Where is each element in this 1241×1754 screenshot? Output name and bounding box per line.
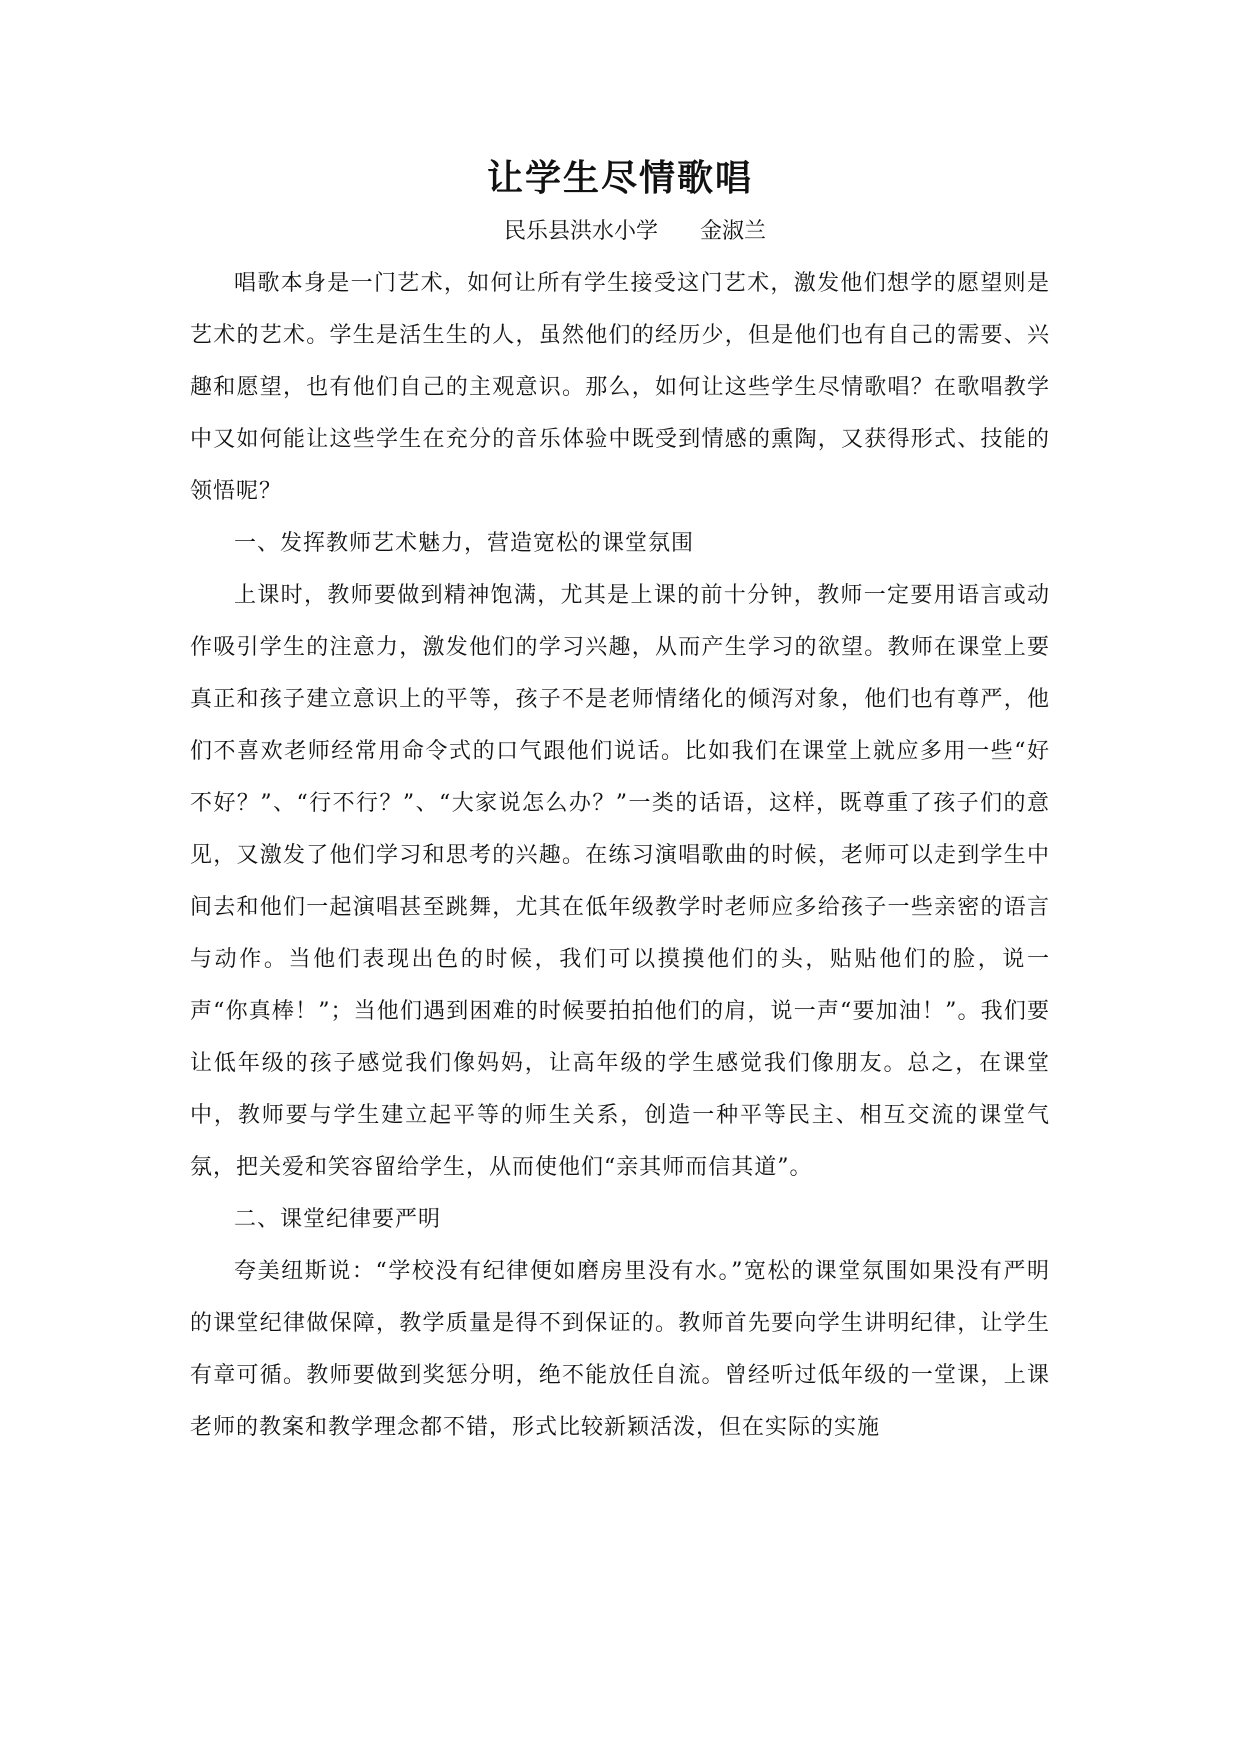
section-1-paragraph: 上课时，教师要做到精神饱满，尤其是上课的前十分钟，教师一定要用语言或动作吸引学生的注意力，激发他们的学习兴趣，从而产生学习的欲望。教师在课堂上要真正和孩子建立意识上的平等，孩子不是老师情绪化的倾泻对象，他们也有尊严，他们不喜欢老师经常用命令式的口气跟他们说话。比如我们在课堂上就应多用一些“好不好？”、“行不行？”、“大家说怎么办？”一类的话语，这样，既尊重了孩子们的意见，又激发了他们学习和思考的兴趣。在练习演唱歌曲的时候，老师可以走到学生中间去和他们一起演唱甚至跳舞，尤其在低年级教学时老师应多给孩子一些亲密的语言与动作。当他们表现出色的时候，我们可以摸摸他们的头，贴贴他们的脸，说一声“你真棒！”；当他们遇到困难的时候要拍拍他们的肩，说一声“要加油！”。我们要让低年级的孩子感觉我们像妈妈，让高年级的学生感觉我们像朋友。总之，在课堂中，教师要与学生建立起平等的师生关系，创造一种平等民主、相互交流的课堂气氛，把关爱和笑容留给学生，从而使他们“亲其师而信其道”。: [190, 583, 1050, 1180]
author-name: 金淑兰: [700, 219, 767, 244]
section-2-paragraph: 夸美纽斯说：“学校没有纪律便如磨房里没有水。”宽松的课堂氛围如果没有严明的课堂纪律做保障，教学质量是得不到保证的。教师首先要向学生讲明纪律，让学生有章可循。教师要做到奖惩分明，绝不能放任自流。曾经听过低年级的一堂课，上课老师的教案和教学理念都不错，形式比较新颖活泼，但在实际的实施: [190, 1259, 1050, 1440]
section-heading-1: 一、发挥教师艺术魅力，营造宽松的课堂氛围: [234, 531, 695, 556]
document-body: [190, 150, 1050, 1454]
intro-paragraph: 唱歌本身是一门艺术，如何让所有学生接受这门艺术，激发他们想学的愿望则是艺术的艺术。学生是活生生的人，虽然他们的经历少，但是他们也有自己的需要、兴趣和愿望，也有他们自己的主观意识。那么，如何让这些学生尽情歌唱？在歌唱教学中又如何能让这些学生在充分的音乐体验中既受到情感的熏陶，又获得形式、技能的领悟呢？: [190, 271, 1050, 504]
document-title: 让学生尽情歌唱: [486, 157, 753, 199]
school-name: 民乐县洪水小学: [503, 219, 658, 244]
section-heading-2: 二、课堂纪律要严明: [234, 1207, 442, 1232]
byline: [190, 206, 1050, 258]
